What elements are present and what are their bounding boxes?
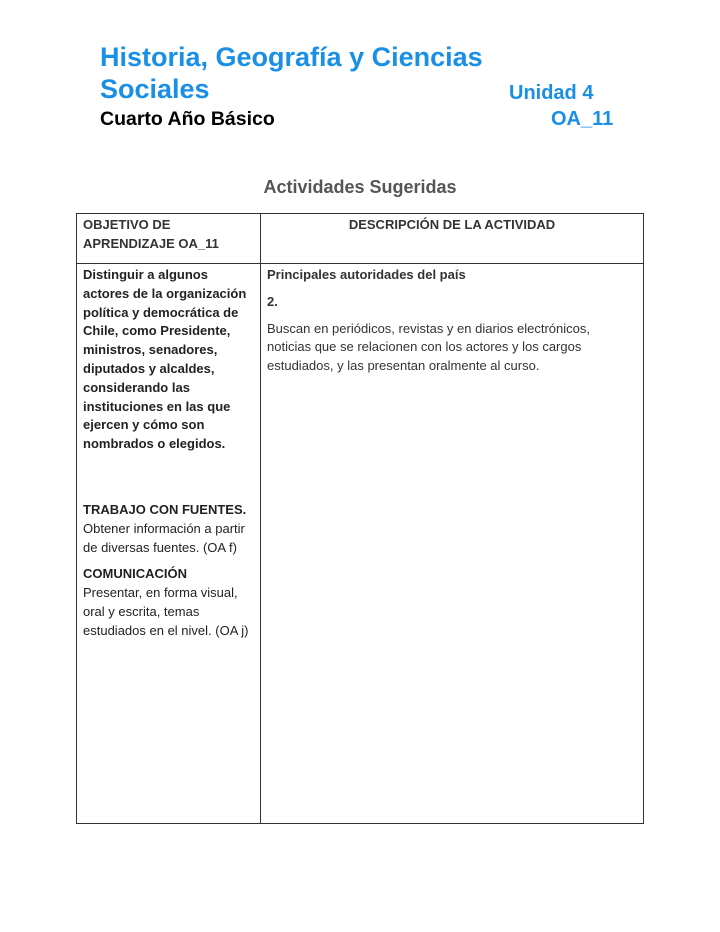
description-cell: [261, 264, 644, 824]
section-title: Actividades Sugeridas: [263, 177, 457, 197]
description-header: DESCRIPCIÓN DE LA ACTIVIDAD: [261, 214, 644, 264]
document-title-line2: Sociales: [100, 74, 210, 104]
grade-label: Cuarto Año Básico: [100, 108, 275, 130]
skill-sources-title: TRABAJO CON FUENTES.: [83, 501, 247, 517]
table-header-row: [77, 214, 644, 264]
activity-number: 2.: [267, 293, 278, 309]
oa-label: OA_11: [551, 108, 614, 130]
objective-text: Distinguir a algunos actores de la organización política y democrática de Chile, como Presidente, ministros, senadores, diputados y alcaldes, considerando las instituciones en las que ejercen y cómo son nombrados o elegidos.: [83, 267, 247, 452]
skill-sources: [83, 501, 254, 557]
activities-table: [76, 213, 644, 824]
objective-header: OBJETIVO DE APRENDIZAJE OA_11: [77, 214, 261, 264]
unit-label: Unidad 4: [509, 82, 594, 104]
skill-communication-text: Presentar, en forma visual, oral y escrita, temas estudiados en el nivel. (OA j): [83, 585, 249, 638]
objective-cell: [77, 264, 261, 824]
document-title-line1: Historia, Geografía y Ciencias: [100, 42, 483, 72]
activity-title: Principales autoridades del país: [267, 267, 466, 282]
skill-communication-title: COMUNICACIÓN: [83, 566, 187, 582]
skill-sources-text: Obtener información a partir de diversas fuentes. (OA f): [83, 520, 245, 555]
table-row: [77, 264, 644, 824]
activity-text: Buscan en periódicos, revistas y en diarios electrónicos, noticias que se relacionen con los actores y los cargos estudiados, y las presentan oralmente al curso.: [267, 320, 590, 374]
